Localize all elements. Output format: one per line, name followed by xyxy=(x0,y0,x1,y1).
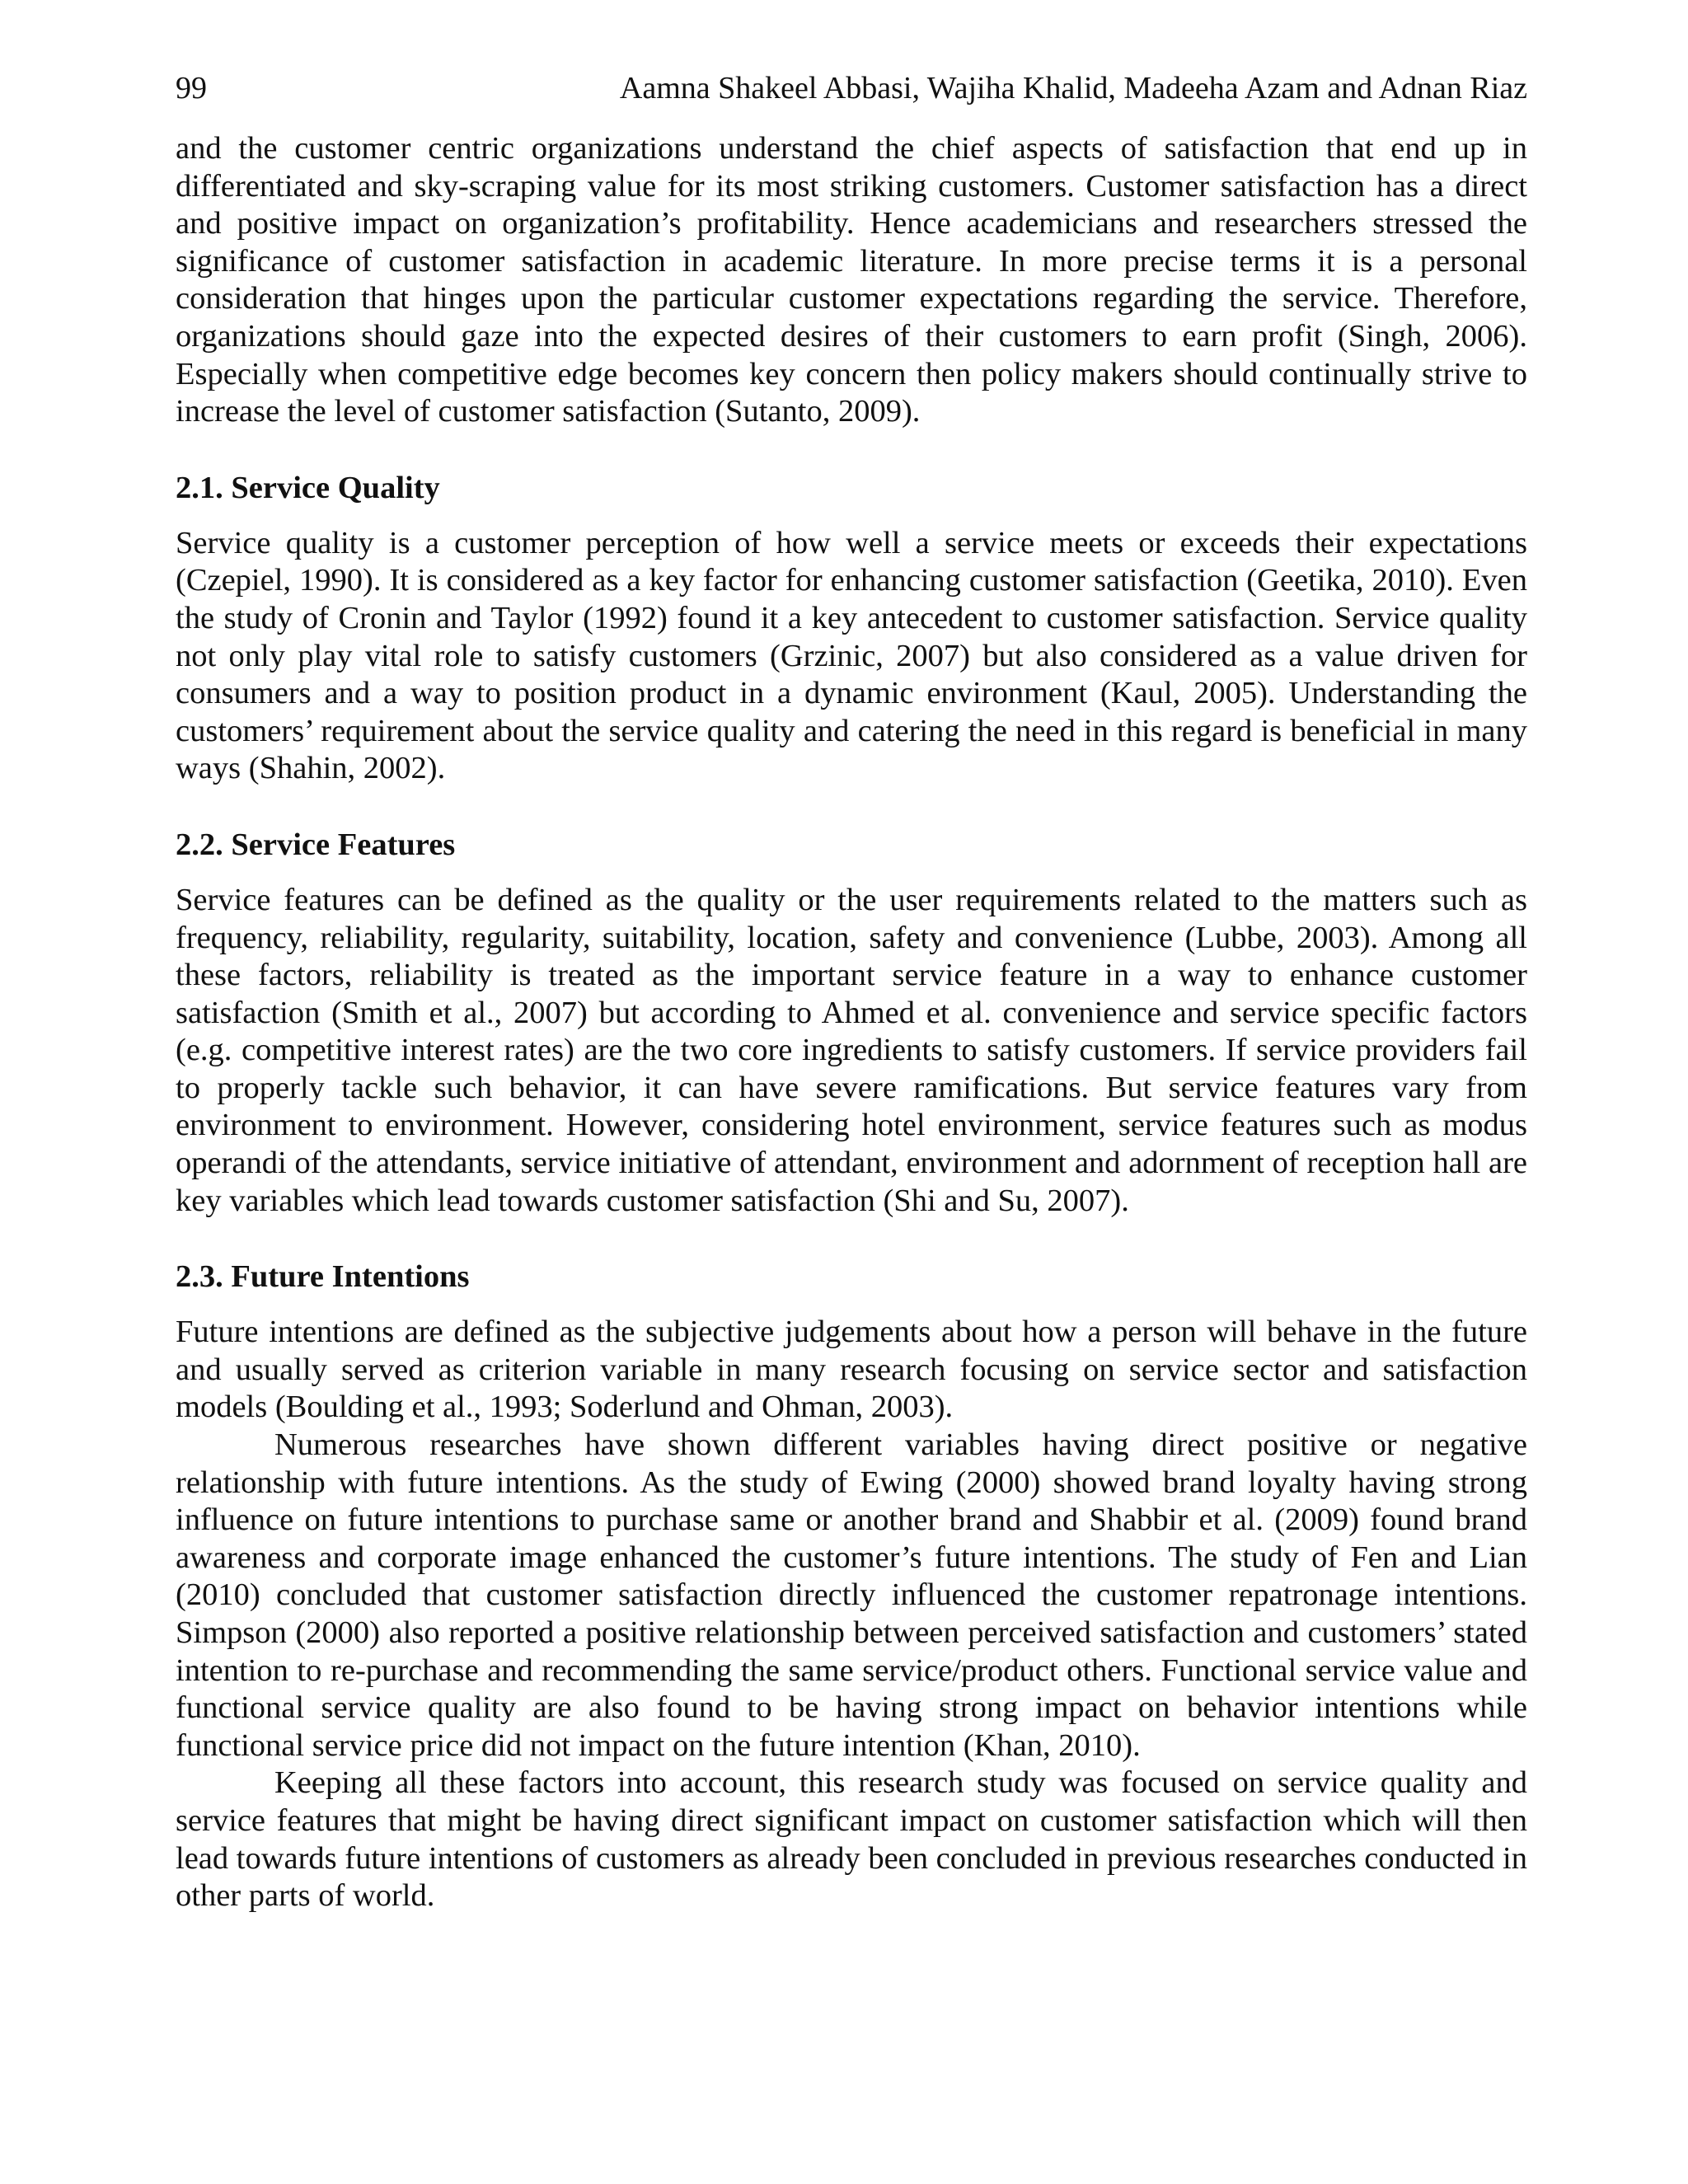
section-heading-service-quality: 2.1. Service Quality xyxy=(176,470,440,505)
section-heading-service-features: 2.2. Service Features xyxy=(176,827,456,862)
header-authors: Aamna Shakeel Abbasi, Wajiha Khalid, Madeeha Azam and Adnan Riaz xyxy=(619,71,1527,105)
page xyxy=(176,69,1527,1915)
future-intentions-paragraph-1: Future intentions are defined as the subjective judgements about how a person will behave in the future and usually served as criterion variable in many research focusing on service sector and satisfaction models (Boulding et al., 1993; Soderlund and Ohman, 2003). xyxy=(176,1315,1527,1425)
running-header xyxy=(176,69,1527,107)
service-features-paragraph: Service features can be defined as the quality or the user requirements related to the matters such as frequency, reliability, regularity, suitability, location, safety and convenience (Lubbe, 2003). Among all these factors, reliability is treated as the important service feature in a way to enhance customer satisfaction (Smith et al., 2007) but according to Ahmed et al. convenience and service specific factors (e.g. competitive interest rates) are the two core ingredients to satisfy customers. If service providers fail to properly tackle such behavior, it can have severe ramifications. But service features vary from environment to environment. However, considering hotel environment, service features such as modus operandi of the attendants, service initiative of attendant, environment and adornment of reception hall are key variables which lead towards customer satisfaction (Shi and Su, 2007). xyxy=(176,882,1527,1218)
future-intentions-paragraph-2: Numerous researches have shown different variables having direct positive or negative relationship with future intentions. As the study of Ewing (2000) showed brand loyalty having strong influence on future intentions to purchase same or another brand and Shabbir et al. (2009) found brand awareness and corporate image enhanced the customer’s future intentions. The study of Fen and Lian (2010) concluded that customer satisfaction directly influenced the customer repatronage intentions. Simpson (2000) also reported a positive relationship between perceived satisfaction and customers’ stated intention to re-purchase and recommending the same service/product others. Functional service value and functional service quality are also found to be having strong impact on behavior intentions while functional service price did not impact on the future intention (Khan, 2010). xyxy=(176,1427,1527,1763)
future-intentions-paragraph-3: Keeping all these factors into account, this research study was focused on service quality and service features that might be having direct significant impact on customer satisfaction which will then lead towards future intentions of customers as already been concluded in previous researches conducted in other parts of world. xyxy=(176,1765,1527,1914)
service-quality-paragraph: Service quality is a customer perception of how well a service meets or exceeds their expectations (Czepiel, 1990). It is considered as a key factor for enhancing customer satisfaction (Geetika, 2010). Even the study of Cronin and Taylor (1992) found it a key antecedent to customer satisfaction. Service quality not only play vital role to satisfy customers (Grzinic, 2007) but also considered as a value driven for consumers and a way to position product in a dynamic environment (Kaul, 2005). Understanding the customers’ requirement about the service quality and catering the need in this regard is beneficial in many ways (Shahin, 2002). xyxy=(176,525,1527,786)
section-heading-future-intentions: 2.3. Future Intentions xyxy=(176,1259,470,1295)
page-number: 99 xyxy=(176,71,207,105)
intro-paragraph: and the customer centric organizations understand the chief aspects of satisfaction that end up in differentiated and sky-scraping value for its most striking customers. Customer satisfaction has a direct and positive impact on organization’s profitability. Hence academicians and researchers stressed the significance of customer satisfaction in academic literature. In more precise terms it is a personal consideration that hinges upon the particular customer expectations regarding the service. Therefore, organizations should gaze into the expected desires of their customers to earn profit (Singh, 2006). Especially when competitive edge becomes key concern then policy makers should continually strive to increase the level of customer satisfaction (Sutanto, 2009). xyxy=(176,131,1527,429)
